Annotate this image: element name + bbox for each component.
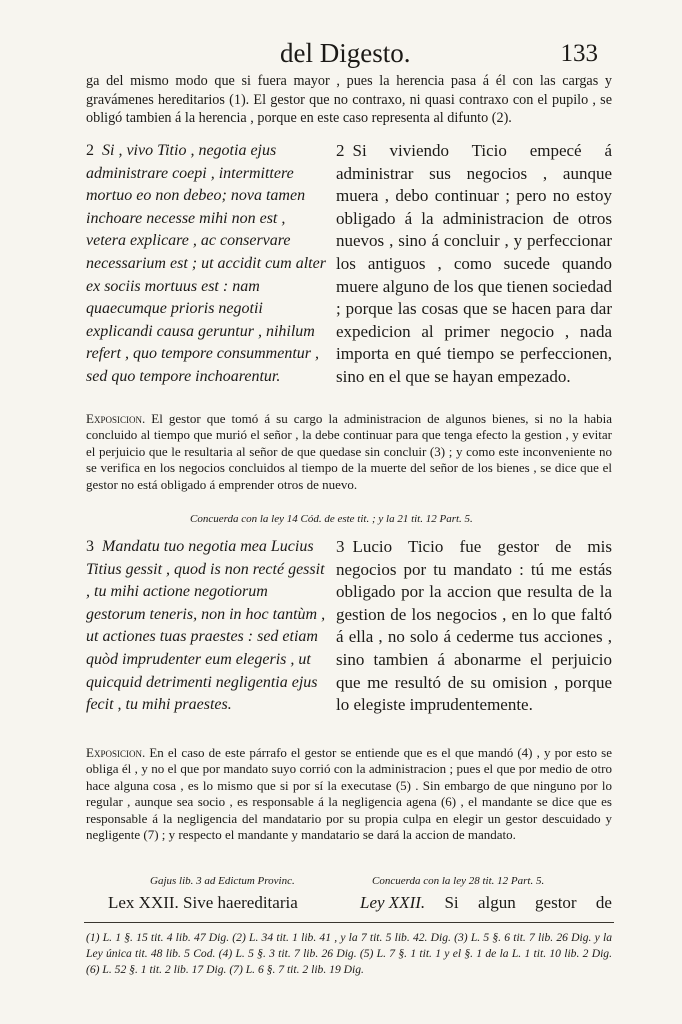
paragraph-number: 2 [86,142,94,159]
exposicion-label: Exposicion. [86,411,146,426]
lex-word: algun [477,893,516,912]
lex-heading-spanish [360,893,612,913]
exposicion-text: En el caso de este párrafo el gestor se entiende que es el que mandó (4) , y por esto se obliga él , y no el que por mandato suyo corrió con la administracion ; pues el que por medio de otro hace alguna cosa , es lo mismo que si por sí la executase (5) . Sin embargo de que ninguno por lo regular , aunque sea socio , es responsable á la negligencia agena (6) , el mandante se dice que es responsable á la negligencia del mandatario por su propia culpa en elegir un gestor descuidado y negligente (7) ; y respecto el mandante y mandatario se dará la accion de mandato. [86,745,613,843]
paragraph-number: 2 [336,141,345,160]
exposicion-text: El gestor que tomó á su cargo la administracion de algunos bienes, si no la habia concluido al tiempo que murió el señor , la debe continuar para que tenga efecto la gestion , y evitar el perjuicio que le resultaria al señor de que quedase sin concluir (3) ; y como este inconveniente no se verifica en los negocios concluidos al tiempo de la muerte del señor de los bienes , se dice que el gestor no está obligado á emprender otros de nuevo. [86,411,612,492]
concordance-note: Concuerda con la ley 28 tit. 12 Part. 5. [372,875,545,887]
intro-paragraph: ga del mismo modo que si fuera mayor , pues la herencia pasa á él con las cargas y gravámenes hereditarios (1). El gestor que no contraxo, ni quasi contraxo con el pupilo , se obligó tambien á la herencia , porque en este caso representa al difunto (2). [86,73,612,126]
paragraph-number: 3 [336,537,345,556]
running-title: del Digesto. [280,38,411,68]
concordance-note: Concuerda con la ley 14 Cód. de este tit. ; y la 21 tit. 12 Part. 5. [190,513,473,525]
latin-paragraph-3 [86,536,326,736]
spanish-paragraph-2 [336,140,612,410]
footnote-rule [84,922,614,923]
exposicion-2 [86,745,612,843]
footnotes: (1) L. 1 §. 15 tit. 4 lib. 47 Dig. (2) L. 34 tit. 1 lib. 41 , y la 7 tit. 5 lib. 42. Dig. (3) L. 5 §. 6 tit. 7 lib. 26 Dig. y la Ley única tit. 48 lib. 5 Cod. (4) L. 5 §. 3 tit. 7 lib. 26 Dig. (5) L. 7 §. 1 tit. 1 y el §. 1 de la L. 1 tit. 10 lib. 2 Dig. (6) L. 52 §. 1 tit. 2 lib. 17 Dig. (7) L. 6 §. 7 tit. 2 lib. 19 Dig. [86,931,612,976]
lex-word: Ley XXII. [360,893,426,912]
page-number: 133 [560,40,598,67]
lex-word: de [595,893,612,912]
exposicion-1 [86,411,612,493]
page-header [0,38,682,74]
exposicion-label: Exposicion. [86,745,146,760]
spanish-paragraph-3 [336,536,612,736]
lex-word: gestor [535,893,577,912]
latin-paragraph-2 [86,140,326,410]
latin-text: Mandatu tuo negotia mea Lucius Titius gessit , quod is non recté gessit , tu mihi actione negotiorum gestorum teneris, non in hoc tantùm , ut actiones tuas praestes : sed etiam quòd imprudenter eum elegeris , ut quicquid detrimenti negligentia ejus fecit , tu mihi praestes. [86,538,326,714]
paragraph-number: 3 [86,538,94,555]
source-citation: Gajus lib. 3 ad Edictum Provinc. [150,875,295,887]
lex-word: Si [444,893,459,912]
lex-heading-latin: Lex XXII. Sive haereditaria [108,893,298,912]
spanish-text: Si viviendo Ticio empecé á administrar sus negocios , aunque muera , debo continuar ; pero no estoy obligado á la administracion de otros nuevos , sino á concluir , y perfeccionar los antiguos , como sucede quando muere alguno de los que tienen sociedad ; porque las cosas que se hacen para dar expedicion al primer negocio , nada importa en qué tiempo se perfeccionen, sino en el que se hayan empezado. [336,141,612,386]
spanish-text: Lucio Ticio fue gestor de mis negocios por tu mandato : tú me estás obligado por la accion que resulta de la gestion de los negocios , en lo que faltó á ella , no solo á cederme tus acciones , sino tambien á abonarme el perjuicio que me resultó de su omision , porque lo elegiste imprudentemente. [336,537,612,715]
latin-text: Si , vivo Titio , negotia ejus administrare coepi , intermittere mortuo eo non debeo; nova tamen inchoare necesse mihi non est , vetera explicare , ac conservare necessarium est ; ut accidit cum alter ex sociis mortuus est : nam quaecumque prioris negotii explicandi causa geruntur , nihilum refert , quo tempore consummentur , sed quo tempore inchoarentur. [86,142,326,385]
